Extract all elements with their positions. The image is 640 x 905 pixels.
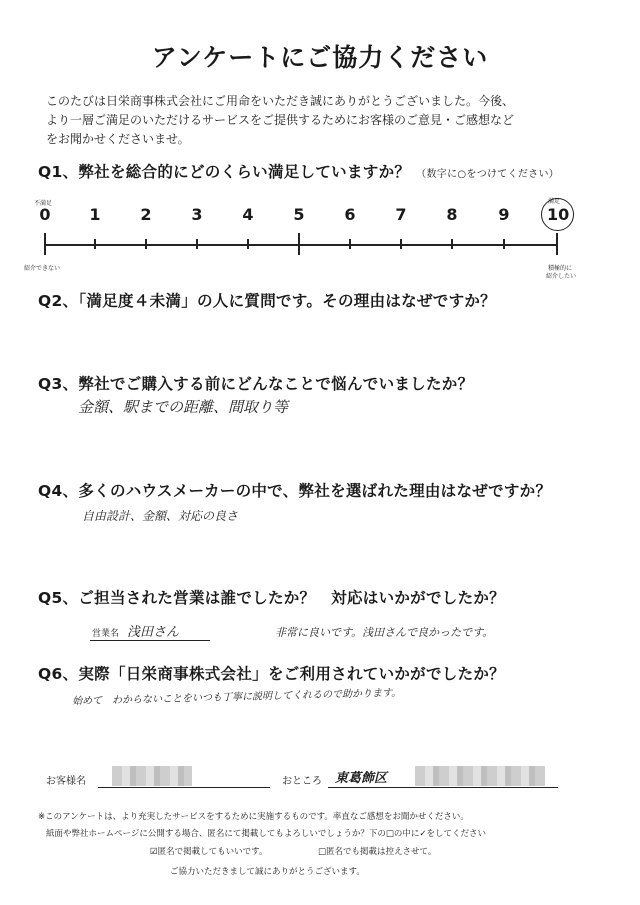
question-3-answer: 金額、駅までの距離、間取り等 xyxy=(78,398,289,416)
selected-score-circle xyxy=(541,198,574,231)
question-1-note: （数字に○をつけてください） xyxy=(416,169,560,180)
question-2-label: Q2、「満足度４未満」の人に質問です。その理由はなぜですか？ xyxy=(38,292,496,310)
page-title: アンケートにご協力ください xyxy=(151,43,489,72)
question-5-label: Q5、ご担当された営業は誰でしたか？ 対応はいかがでしたか？ xyxy=(38,589,505,607)
question-3-label: Q3、弊社でご購入する前にどんなことで悩んでいましたか？ xyxy=(38,375,474,393)
intro-line: をお聞かせくださいませ。 xyxy=(46,132,190,146)
question-6-answer: 始めて わからないことをいつも丁寧に説明してくれるので助かります。 xyxy=(71,687,402,708)
scale-number-3[interactable]: 3 xyxy=(191,205,203,224)
scale-right-bottom-label-1: 積極的に xyxy=(548,265,573,272)
scale-tick-3 xyxy=(196,239,198,249)
scale-right-top-label: 満足 xyxy=(548,198,561,205)
scale-number-2[interactable]: 2 xyxy=(140,205,152,224)
scale-number-6[interactable]: 6 xyxy=(344,205,356,224)
footer-thanks: ご協力いただきまして誠にありがとうございます。 xyxy=(170,867,365,877)
scale-number-10[interactable]: 10 xyxy=(547,205,570,224)
question-5-answer: 非常に良いです。浅田さんで良かったです。 xyxy=(275,626,494,639)
scale-number-4[interactable]: 4 xyxy=(242,205,254,224)
sales-name-label: 営業名 xyxy=(92,629,120,639)
scale-number-1[interactable]: 1 xyxy=(89,205,101,224)
scale-number-9[interactable]: 9 xyxy=(498,205,510,224)
intro-line: このたびは日栄商事株式会社にご用命をいただき誠にありがとうございました。今後、 xyxy=(46,94,515,108)
scale-right-bottom-label-2: 紹介したい xyxy=(546,273,577,280)
customer-name-redacted xyxy=(112,766,192,786)
question-6-label: Q6、実際「日栄商事株式会社」をご利用されていかがでしたか？ xyxy=(38,665,505,683)
scale-tick-6 xyxy=(349,239,351,249)
scale-left-bottom-label: 紹介できない xyxy=(24,265,61,272)
sales-name-value: 浅田さん xyxy=(127,625,180,640)
question-4-answer: 自由設計、金額、対応の良さ xyxy=(82,509,239,523)
scale-tick-9 xyxy=(503,239,505,249)
intro-text xyxy=(46,92,606,149)
scale-tick-7 xyxy=(400,239,402,249)
scale-tick-4 xyxy=(247,239,249,249)
footer-note-1: ※このアンケートは、より充実したサービスをするために実施するものです。率直なご感想をお聞かせください。 xyxy=(38,812,469,822)
question-1-label: Q1、弊社を総合的にどのくらい満足していますか？ xyxy=(38,163,411,181)
intro-line: より一層ご満足のいただけるサービスをご提供するためにお客様のご意見・ご感想など xyxy=(46,113,515,127)
address-label: おところ xyxy=(282,776,322,787)
scale-tick-5 xyxy=(298,233,300,255)
sales-name-underline xyxy=(90,640,210,641)
address-underline xyxy=(328,787,558,788)
scale-tick-10 xyxy=(556,233,558,255)
question-1 xyxy=(38,160,559,182)
scale-number-8[interactable]: 8 xyxy=(446,205,458,224)
consent-option-yes[interactable]: ☑匿名で掲載してもいいです。 xyxy=(150,847,268,857)
consent-option-no[interactable]: □匿名でも掲載は控えさせて。 xyxy=(318,847,437,857)
scale-tick-2 xyxy=(145,239,147,249)
address-redacted xyxy=(415,766,545,786)
address-value: 東葛飾区 xyxy=(335,771,388,786)
scale-number-0[interactable]: 0 xyxy=(39,205,51,224)
scale-axis-line xyxy=(45,244,557,246)
scale-tick-8 xyxy=(451,239,453,249)
footer-note-2: 紙面や弊社ホームページに公開する場合、匿名にて掲載してもよろしいでしょうか？下の□の中に✓をしてください xyxy=(46,829,486,839)
scale-left-top-label: 不満足 xyxy=(34,200,53,207)
scale-number-7[interactable]: 7 xyxy=(395,205,407,224)
scale-tick-0 xyxy=(44,233,46,255)
scale-tick-1 xyxy=(94,239,96,249)
customer-name-underline xyxy=(98,787,270,788)
scale-number-5[interactable]: 5 xyxy=(293,205,305,224)
question-4-label: Q4、多くのハウスメーカーの中で、弊社を選ばれた理由はなぜですか？ xyxy=(38,482,552,500)
customer-name-label: お客様名 xyxy=(46,776,86,787)
